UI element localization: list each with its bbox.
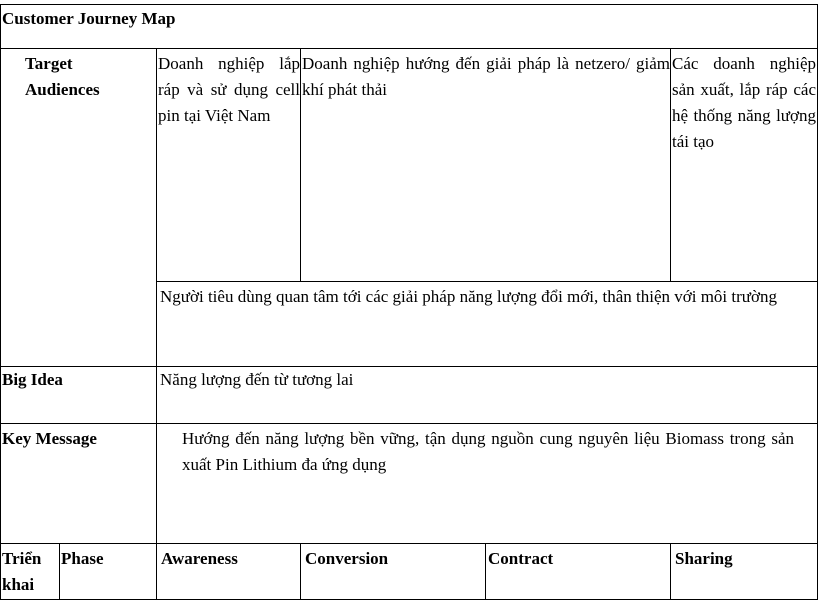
phase-contract: Contract [488, 549, 554, 568]
key-message-label: Key Message [2, 429, 97, 448]
border-bottom [0, 599, 818, 600]
table-title: Customer Journey Map [2, 9, 176, 28]
phase-conversion: Conversion [305, 549, 389, 568]
key-message-value: Hướng đến năng lượng bền vững, tận dụng nguồn cung nguyên liệu Biomass trong sản xuất Pin Lithium đa ứng dụng [182, 429, 794, 474]
border-segments-bottom [157, 281, 818, 282]
audience-segment-2: Doanh nghiệp hướng đến giải pháp là netzero/ giảm khí phát thải [302, 54, 670, 99]
audience-consumer-segment: Người tiêu dùng quan tâm tới các giải pháp năng lượng đổi mới, thân thiện với môi trường [160, 287, 777, 306]
border-keymessage-bottom [0, 543, 818, 544]
phase-label: Phase [61, 549, 104, 568]
border-segment-2-right [670, 48, 671, 281]
border-phase-awareness-right [300, 543, 301, 600]
big-idea-value: Năng lượng đến từ tương lai [160, 370, 354, 389]
border-trien-khai-right [59, 543, 60, 600]
big-idea-label: Big Idea [2, 370, 63, 389]
audience-segment-1: Doanh nghiệp lắp ráp và sử dụng cell pin tại Việt Nam [158, 54, 300, 125]
trien-khai-label: Triển khai [2, 549, 42, 594]
audience-segment-3: Các doanh nghiệp sản xuất, lắp ráp các hệ thống năng lượng tái tạo [672, 54, 816, 151]
border-segment-1-right [300, 48, 301, 281]
border-left [0, 4, 1, 600]
border-top [0, 4, 818, 5]
phase-sharing: Sharing [675, 549, 733, 568]
target-audiences-label: Target Audiences [25, 54, 100, 99]
border-label-column [156, 48, 157, 600]
phase-awareness: Awareness [161, 549, 238, 568]
border-title-bottom [0, 48, 818, 49]
border-phase-contract-right [670, 543, 671, 600]
border-phase-conversion-right [485, 543, 486, 600]
border-right [817, 4, 818, 600]
border-bigidea-bottom [0, 423, 818, 424]
